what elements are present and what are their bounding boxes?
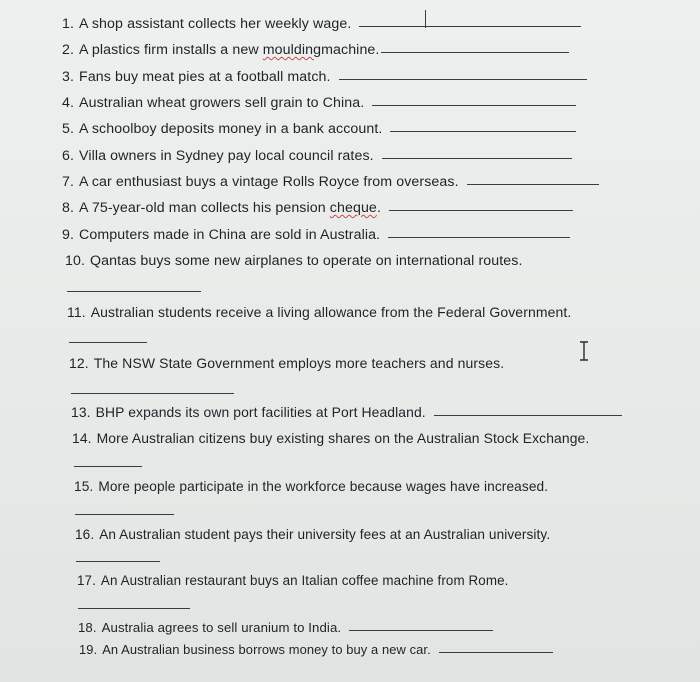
question-text: A shop assistant collects her weekly wage.	[79, 16, 352, 32]
text-caret	[425, 10, 426, 28]
question-text: The NSW State Government employs more teachers and nurses.	[93, 355, 505, 371]
question-text: More people participate in the workforce because wages have increased.	[98, 479, 549, 494]
answer-blank[interactable]	[349, 630, 493, 631]
question-text: BHP expands its own port facilities at Port Headland.	[95, 404, 426, 420]
question-number: 11.	[67, 304, 86, 320]
answer-blank[interactable]	[359, 26, 581, 27]
question-text: A car enthusiast buys a vintage Rolls Royce from overseas.	[79, 174, 459, 190]
question-text: Australian students receive a living allowance from the Federal Government.	[90, 304, 572, 320]
question-text-end: machine.	[321, 42, 380, 58]
question-text: Villa owners in Sydney pay local council rates.	[79, 148, 374, 164]
question-number: 17.	[77, 573, 96, 588]
question-2	[62, 42, 569, 58]
answer-blank[interactable]	[390, 131, 576, 132]
question-text: A plastics firm installs a new	[79, 42, 263, 58]
question-text: Fans buy meat pies at a football match.	[79, 69, 331, 85]
question-number: 5.	[62, 121, 75, 137]
question-12	[69, 355, 504, 371]
question-number: 16.	[75, 527, 95, 542]
question-9	[62, 227, 570, 243]
question-16	[75, 527, 550, 542]
question-text: A schoolboy deposits money in a bank account.	[79, 121, 383, 137]
answer-blank[interactable]	[372, 105, 576, 106]
question-number: 10.	[65, 253, 86, 269]
question-13	[71, 404, 622, 420]
question-text: An Australian restaurant buys an Italian coffee machine from Rome.	[100, 573, 509, 588]
answer-blank[interactable]	[76, 561, 160, 562]
question-text-end: .	[376, 200, 381, 216]
question-text: Australia agrees to sell uranium to India.	[101, 620, 342, 635]
question-number: 4.	[62, 95, 75, 111]
question-number: 9.	[62, 227, 75, 243]
question-15	[74, 479, 548, 494]
question-number: 19.	[79, 642, 98, 657]
answer-blank[interactable]	[78, 608, 190, 609]
answer-blank[interactable]	[75, 514, 174, 515]
question-text: Qantas buys some new airplanes to operate on international routes.	[90, 253, 523, 269]
question-number: 3.	[62, 69, 75, 85]
question-number: 2.	[62, 42, 75, 58]
question-number: 12.	[69, 355, 89, 371]
answer-blank[interactable]	[389, 210, 573, 211]
answer-blank[interactable]	[74, 466, 142, 467]
spellcheck-word: cheque	[329, 200, 377, 216]
question-number: 8.	[62, 200, 75, 216]
question-number: 18.	[78, 620, 97, 635]
question-17	[77, 573, 508, 588]
question-19	[79, 642, 553, 657]
question-text: An Australian business borrows money to buy a new car.	[102, 642, 431, 657]
question-3	[62, 69, 587, 85]
question-number: 15.	[74, 479, 94, 494]
answer-blank[interactable]	[382, 158, 572, 159]
question-number: 1.	[62, 16, 75, 32]
question-18	[78, 620, 493, 635]
answer-blank[interactable]	[71, 393, 234, 394]
question-number: 13.	[71, 404, 91, 420]
answer-blank[interactable]	[381, 52, 569, 53]
ibeam-cursor-icon	[578, 341, 590, 361]
question-number: 6.	[62, 148, 75, 164]
question-number: 14.	[72, 430, 92, 446]
question-4	[62, 95, 576, 111]
question-text: More Australian citizens buy existing shares on the Australian Stock Exchange.	[96, 430, 590, 446]
question-8	[62, 200, 573, 216]
answer-blank[interactable]	[439, 652, 553, 653]
answer-blank[interactable]	[388, 237, 570, 238]
question-5	[62, 121, 576, 137]
answer-blank[interactable]	[434, 415, 622, 416]
answer-blank[interactable]	[67, 291, 201, 292]
answer-blank[interactable]	[69, 342, 147, 343]
question-1	[62, 16, 581, 32]
question-6	[62, 148, 572, 164]
answer-blank[interactable]	[339, 79, 587, 80]
question-7	[62, 174, 599, 190]
question-text: Australian wheat growers sell grain to China.	[79, 95, 365, 111]
question-text: An Australian student pays their university fees at an Australian university.	[99, 527, 551, 542]
question-number: 7.	[62, 174, 75, 190]
question-10	[65, 253, 523, 269]
question-14	[72, 430, 589, 446]
answer-blank[interactable]	[467, 184, 599, 185]
spellcheck-word: moulding	[262, 42, 322, 58]
question-11	[67, 304, 571, 320]
question-text: A 75-year-old man collects his pension	[79, 200, 330, 216]
question-text: Computers made in China are sold in Australia.	[79, 227, 381, 243]
